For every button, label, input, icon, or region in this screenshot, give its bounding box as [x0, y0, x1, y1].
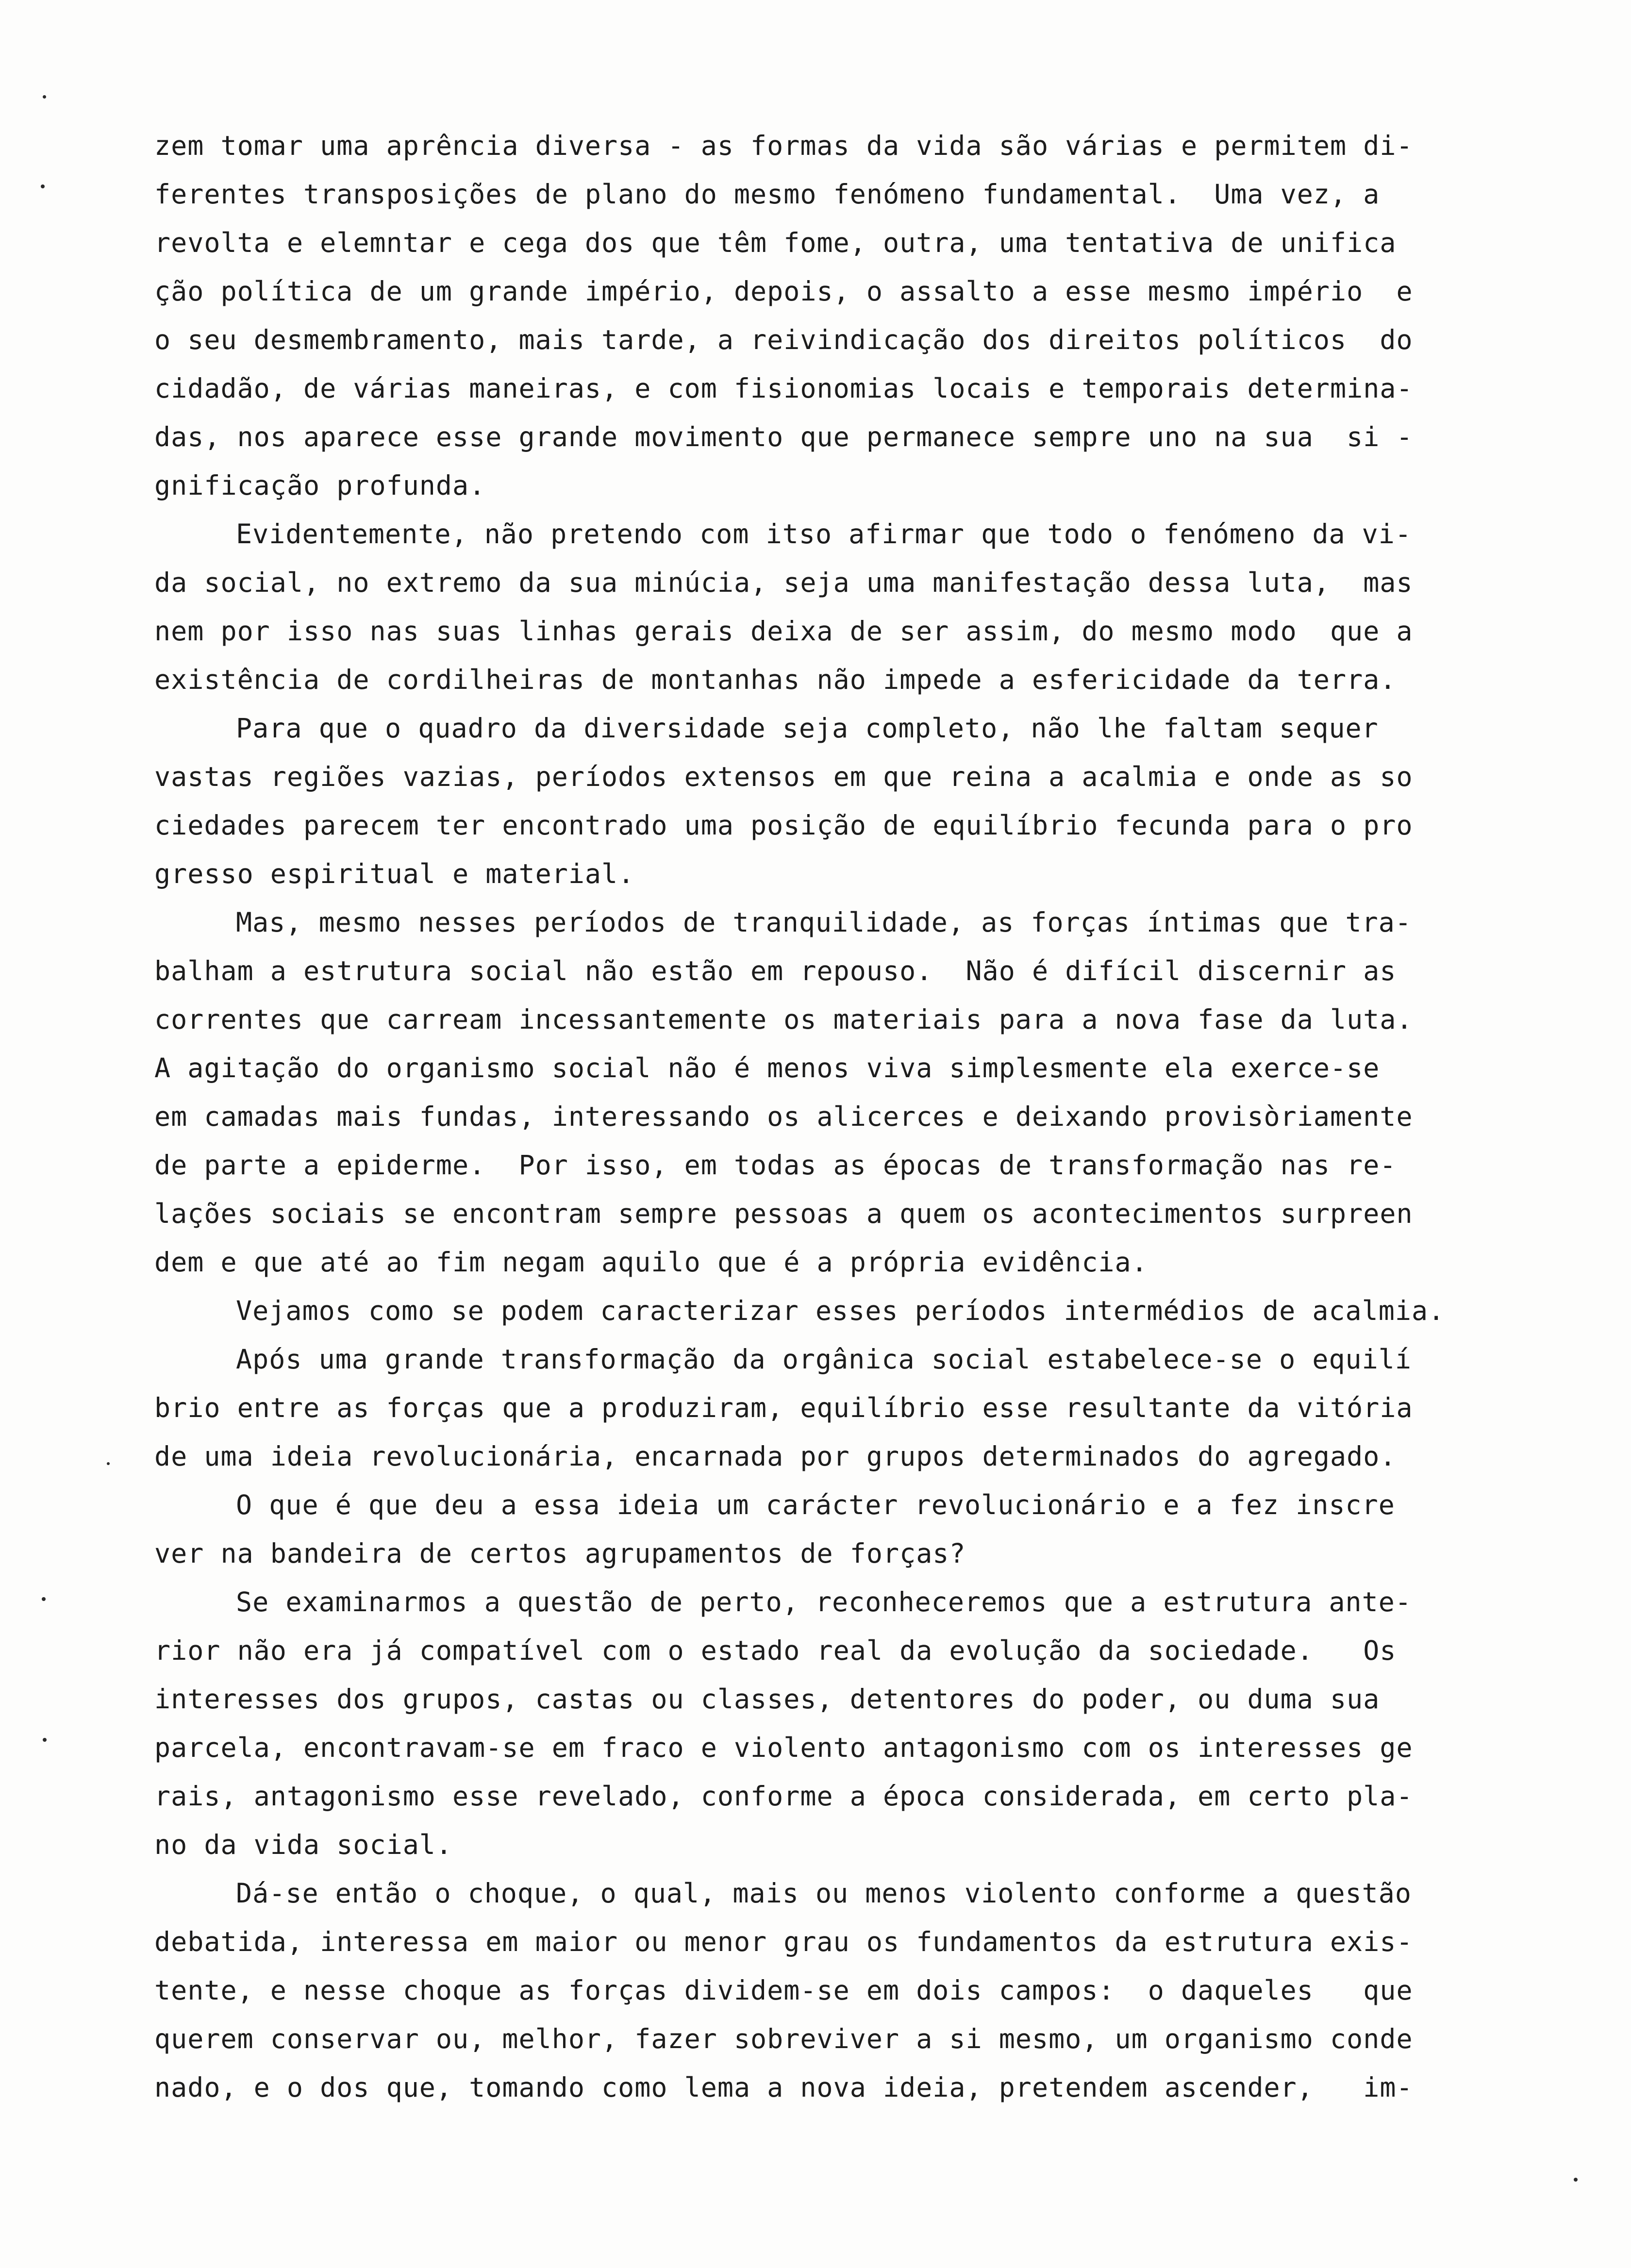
- text-line: interesses dos grupos, castas ou classes, detentores do poder, ou duma sua: [154, 1684, 1380, 1715]
- scan-speck: [107, 1462, 110, 1465]
- text-line: gnificação profunda.: [154, 470, 486, 501]
- text-line: Evidentemente, não pretendo com itso afirmar que todo o fenómeno da vi-: [236, 518, 1412, 550]
- text-line: rais, antagonismo esse revelado, conforme a época considerada, em certo pla-: [154, 1781, 1413, 1812]
- text-line: O que é que deu a essa ideia um carácter revolucionário e a fez inscre: [236, 1489, 1395, 1520]
- text-line: tente, e nesse choque as forças dividem-se em dois campos: o daqueles que: [154, 1975, 1413, 2006]
- text-line: revolta e elemntar e cega dos que têm fome, outra, uma tentativa de unifica: [154, 227, 1397, 258]
- scan-speck: [41, 184, 45, 188]
- scan-speck: [42, 1597, 46, 1601]
- text-line: ção política de um grande império, depois, o assalto a esse mesmo império e: [154, 276, 1413, 307]
- text-line: Para que o quadro da diversidade seja completo, não lhe faltam sequer: [236, 713, 1379, 744]
- text-line: das, nos aparece esse grande movimento que permanece sempre uno na sua si -: [154, 421, 1413, 452]
- text-line: o seu desmembramento, mais tarde, a reivindicação dos direitos políticos do: [154, 324, 1413, 355]
- text-line: correntes que carream incessantemente os materiais para a nova fase da luta.: [154, 1004, 1413, 1035]
- text-line: Mas, mesmo nesses períodos de tranquilidade, as forças íntimas que tra-: [236, 907, 1412, 938]
- text-line: Dá-se então o choque, o qual, mais ou menos violento conforme a questão: [236, 1878, 1412, 1909]
- text-line: de uma ideia revolucionária, encarnada por grupos determinados do agregado.: [154, 1441, 1397, 1472]
- text-line: ciedades parecem ter encontrado uma posição de equilíbrio fecunda para o pro: [154, 810, 1413, 841]
- scan-speck: [43, 1738, 47, 1742]
- text-line: brio entre as forças que a produziram, equilíbrio esse resultante da vitória: [154, 1392, 1413, 1423]
- text-line: vastas regiões vazias, períodos extensos em que reina a acalmia e onde as so: [154, 761, 1413, 792]
- scan-speck: [1574, 2178, 1578, 2182]
- text-line: Após uma grande transformação da orgânica social estabelece-se o equilí: [236, 1344, 1412, 1375]
- text-line: Se examinarmos a questão de perto, reconheceremos que a estrutura ante-: [236, 1586, 1412, 1618]
- text-line: nado, e o dos que, tomando como lema a nova ideia, pretendem ascender, im-: [154, 2072, 1413, 2103]
- text-line: ferentes transposições de plano do mesmo fenómeno fundamental. Uma vez, a: [154, 179, 1380, 210]
- scan-speck: [43, 95, 46, 99]
- text-line: ver na bandeira de certos agrupamentos de forças?: [154, 1538, 966, 1569]
- text-line: debatida, interessa em maior ou menor grau os fundamentos da estrutura exis-: [154, 1926, 1413, 1957]
- text-line: parcela, encontravam-se em fraco e violento antagonismo com os interesses ge: [154, 1732, 1413, 1763]
- text-line: gresso espiritual e material.: [154, 858, 635, 889]
- text-line: dem e que até ao fim negam aquilo que é a própria evidência.: [154, 1247, 1148, 1278]
- text-line: existência de cordilheiras de montanhas não impede a esfericidade da terra.: [154, 664, 1397, 695]
- text-line: da social, no extremo da sua minúcia, seja uma manifestação dessa luta, mas: [154, 567, 1413, 598]
- text-line: balham a estrutura social não estão em repouso. Não é difícil discernir as: [154, 955, 1397, 986]
- text-line: lações sociais se encontram sempre pessoas a quem os acontecimentos surpreen: [154, 1198, 1413, 1229]
- text-line: A agitação do organismo social não é menos viva simplesmente ela exerce-se: [154, 1052, 1380, 1084]
- text-line: rior não era já compatível com o estado real da evolução da sociedade. Os: [154, 1635, 1397, 1666]
- text-line: de parte a epiderme. Por isso, em todas as épocas de transformação nas re-: [154, 1150, 1397, 1181]
- text-line: zem tomar uma aprência diversa - as formas da vida são várias e permitem di-: [154, 130, 1413, 161]
- text-line: cidadão, de várias maneiras, e com fisionomias locais e temporais determina-: [154, 373, 1413, 404]
- text-line: em camadas mais fundas, interessando os alicerces e deixando provisòriamente: [154, 1101, 1413, 1132]
- text-line: no da vida social.: [154, 1829, 453, 1860]
- text-line: Vejamos como se podem caracterizar esses períodos intermédios de acalmia.: [236, 1295, 1445, 1326]
- typed-text-body: [154, 121, 1504, 2112]
- text-line: querem conservar ou, melhor, fazer sobreviver a si mesmo, um organismo conde: [154, 2023, 1413, 2054]
- text-line: nem por isso nas suas linhas gerais deixa de ser assim, do mesmo modo que a: [154, 616, 1413, 647]
